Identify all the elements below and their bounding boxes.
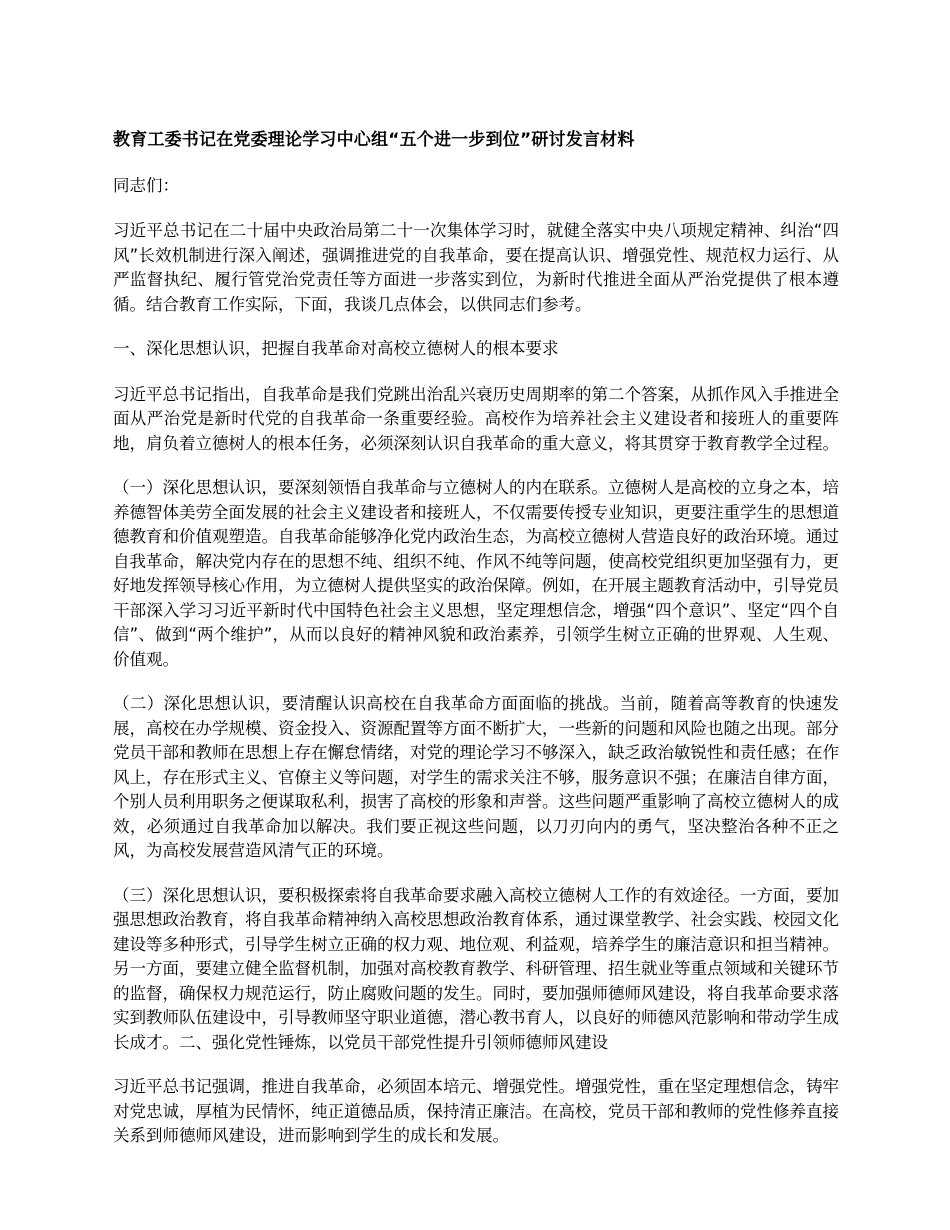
- section-heading-one: 一、深化思想认识，把握自我革命对高校立德树人的根本要求: [113, 339, 559, 358]
- subsection-two-paragraph: （二）深化思想认识，要清醒认识高校在自我革命方面面临的挑战。当前，随着高等教育的快速发展，高校在办学规模、资金投入、资源配置等方面不断扩大，一些新的问题和风险也随之出现。部分党员干部和教师在思想上存在懈怠情绪，对党的理论学习不够深入，缺乏政治敏锐性和责任感；在作风上，存在形式主义、官僚主义等问题，对学生的需求关注不够，服务意识不强；在廉洁自律方面，个别人员利用职务之便谋取私利，损害了高校的形象和声誉。这些问题严重影响了高校立德树人的成效，必须通过自我革命加以解决。我们要正视这些问题，以刀刃向内的勇气，坚决整治各种不正之风，为高校发展营造风清气正的环境。: [113, 694, 839, 860]
- document-body: [113, 128, 839, 1149]
- opening-paragraph: 习近平总书记在二十届中央政治局第二十一次集体学习时，就健全落实中央八项规定精神、纠治“四风”长效机制进行深入阐述，强调推进党的自我革命，要在提高认识、增强党性、规范权力运行、从严监督执纪、履行管党治党责任等方面进一步落实到位，为新时代推进全面从严治党提供了根本遵循。结合教育工作实际，下面，我谈几点体会，以供同志们参考。: [113, 221, 839, 314]
- section-two-intro-paragraph: 习近平总书记强调，推进自我革命，必须固本培元、增强党性。增强党性，重在坚定理想信念，铸牢对党忠诚，厚植为民情怀，纯正道德品质，保持清正廉洁。在高校，党员干部和教师的党性修养直接关系到师德师风建设，进而影响到学生的成长和发展。: [113, 1077, 839, 1145]
- subsection-three-paragraph: （三）深化思想认识，要积极探索将自我革命要求融入高校立德树人工作的有效途径。一方面，要加强思想政治教育，将自我革命精神纳入高校思想政治教育体系，通过课堂教学、社会实践、校园文化建设等多种形式，引导学生树立正确的权力观、地位观、利益观，培养学生的廉洁意识和担当精神。另一方面，要建立健全监督机制，加强对高校教育教学、科研管理、招生就业等重点领域和关键环节的监督，确保权力规范运行，防止腐败问题的发生。同时，要加强师德师风建设，将自我革命要求落实到教师队伍建设中，引导教师坚守职业道德，潜心教书育人，以良好的师德风范影响和带动学生成长成才。二、强化党性锤炼，以党员干部党性提升引领师德师风建设: [113, 885, 839, 1052]
- salutation: 同志们：: [113, 176, 179, 195]
- subsection-one-paragraph: （一）深化思想认识，要深刻领悟自我革命与立德树人的内在联系。立德树人是高校的立身之本，培养德智体美劳全面发展的社会主义建设者和接班人，不仅需要传授专业知识，更要注重学生的思想道德教育和价值观塑造。自我革命能够净化党内政治生态，为高校立德树人营造良好的政治环境。通过自我革命，解决党内存在的思想不纯、组织不纯、作风不纯等问题，使高校党组织更加坚强有力，更好地发挥领导核心作用，为立德树人提供坚实的政治保障。例如，在开展主题教育活动中，引导党员干部深入学习习近平新时代中国特色社会主义思想，坚定理想信念，增强“四个意识”、坚定“四个自信”、做到“两个维护”，从而以良好的精神风貌和政治素养，引领学生树立正确的世界观、人生观、价值观。: [113, 478, 839, 669]
- section-one-intro-paragraph: 习近平总书记指出，自我革命是我们党跳出治乱兴衰历史周期率的第二个答案，从抓作风入手推进全面从严治党是新时代党的自我革命一条重要经验。高校作为培养社会主义建设者和接班人的重要阵地，肩负着立德树人的根本任务，必须深刻认识自我革命的重大意义，将其贯穿于教育教学全过程。: [113, 384, 839, 453]
- document-title: 教育工委书记在党委理论学习中心组“五个进一步到位”研讨发言材料: [113, 130, 635, 150]
